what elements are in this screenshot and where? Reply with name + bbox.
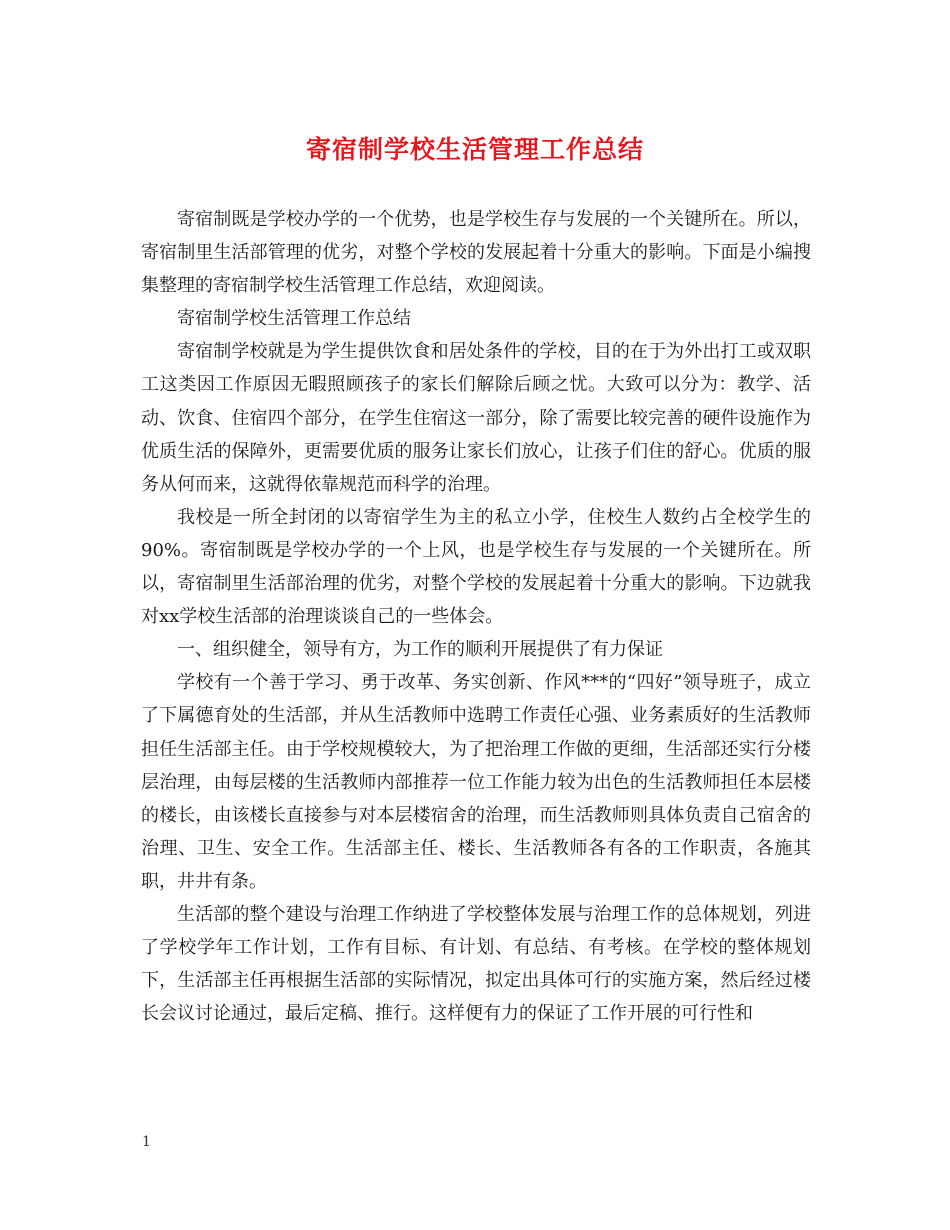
paragraph-subtitle: 寄宿制学校生活管理工作总结 (177, 308, 411, 330)
paragraph-planning: 生活部的整个建设与治理工作纳进了学校整体发展与治理工作的总体规划，列进了学校学年工作计划，工作有目标、有计划、有总结、有考核。在学校的整体规划下，生活部主任再根据生活部的实际情况，拟定出具体可行的实施方案，然后经过楼长会议讨论通过，最后定稿、推行。这样便有力的保证了工作开展的可行性和 (141, 903, 811, 1025)
document-title: 寄宿制学校生活管理工作总结 (305, 135, 644, 164)
paragraph-intro: 寄宿制既是学校办学的一个优势，也是学校生存与发展的一个关键所在。所以，寄宿制里生活部管理的优劣，对整个学校的发展起着十分重大的影响。下面是小编搜集整理的寄宿制学校生活管理工作总结，欢迎阅读。 (141, 209, 811, 297)
paragraph-school-overview: 我校是一所全封闭的以寄宿学生为主的私立小学，住校生人数约占全校学生的90%。寄宿制既是学校办学的一个上风，也是学校生存与发展的一个关键所在。所以，寄宿制里生活部治理的优劣，对整个学校的发展起着十分重大的影响。下边就我对xx学校生活部的治理谈谈自己的一些体会。 (141, 506, 811, 628)
section-heading-organization: 一、组织健全，领导有方，为工作的顺利开展提供了有力保证 (177, 639, 663, 661)
document-body (141, 203, 811, 1030)
paragraph-leadership: 学校有一个善于学习、勇于改革、务实创新、作风***的“四好”领导班子，成立了下属德育处的生活部，并从生活教师中选聘工作责任心强、业务素质好的生活教师担任生活部主任。由于学校规模较大，为了把治理工作做的更细，生活部还实行分楼层治理，由每层楼的生活教师内部推荐一位工作能力较为出色的生活教师担任本层楼的楼长，由该楼长直接参与对本层楼宿舍的治理，而生活教师则具体负责自己宿舍的治理、卫生、安全工作。生活部主任、楼长、生活教师各有各的工作职责，各施其职，井井有条。 (141, 672, 811, 892)
paragraph-definition: 寄宿制学校就是为学生提供饮食和居处条件的学校，目的在于为外出打工或双职工这类因工作原因无暇照顾孩子的家长们解除后顾之忧。大致可以分为：教学、活动、饮食、住宿四个部分，在学生住宿这一部分，除了需要比较完善的硬件设施作为优质生活的保障外，更需要优质的服务让家长们放心，让孩子们住的舒心。优质的服务从何而来，这就得依靠规范而科学的治理。 (141, 341, 811, 495)
page-number: 1 (142, 1134, 151, 1150)
